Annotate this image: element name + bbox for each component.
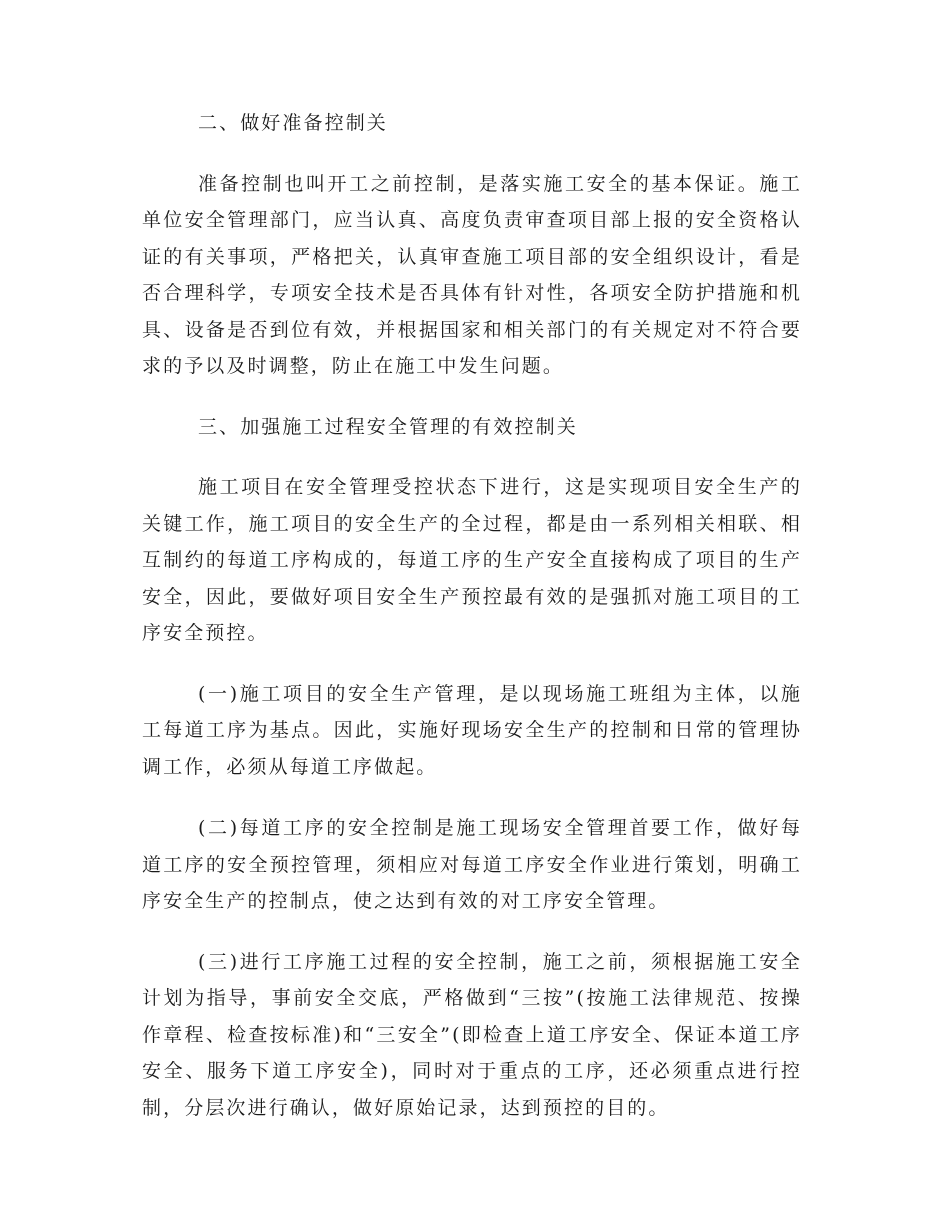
list-item-one: (一)施工项目的安全生产管理，是以现场施工班组为主体，以施工每道工序为基点。因此，实施好现场安全生产的控制和日常的管理协调工作，必须从每道工序做起。 <box>142 682 802 778</box>
section-heading-process-control: 三、加强施工过程安全管理的有效控制关 <box>198 415 578 438</box>
paragraph-preparation-control: 准备控制也叫开工之前控制，是落实施工安全的基本保证。施工单位安全管理部门，应当认真、高度负责审查项目部上报的安全资格认证的有关事项，严格把关，认真审查施工项目部的安全组织设计，看是否合理科学，专项安全技术是否具体有针对性，各项安全防护措施和机具、设备是否到位有效，并根据国家和相关部门的有关规定对不符合要求的予以及时调整，防止在施工中发生问题。 <box>142 172 802 377</box>
paragraph-process-control: 施工项目在安全管理受控状态下进行，这是实现项目安全生产的关键工作，施工项目的安全生产的全过程，都是由一系列相关相联、相互制约的每道工序构成的，每道工序的生产安全直接构成了项目的生产安全，因此，要做好项目安全生产预控最有效的是强抓对施工项目的工序安全预控。 <box>142 476 802 644</box>
list-item-three: (三)进行工序施工过程的安全控制，施工之前，须根据施工安全计划为指导，事前安全交底，严格做到“三按”(按施工法律规范、按操作章程、检查按标准)和“三安全”(即检查上道工序安全、保证本道工序安全、服务下道工序安全)，同时对于重点的工序，还必须重点进行控制，分层次进行确认，做好原始记录，达到预控的目的。 <box>142 950 802 1119</box>
document-page <box>142 105 802 1126</box>
list-item-two: (二)每道工序的安全控制是施工现场安全管理首要工作，做好每道工序的安全预控管理，须相应对每道工序安全作业进行策划，明确工序安全生产的控制点，使之达到有效的对工序安全管理。 <box>142 817 802 912</box>
section-heading-preparation: 二、做好准备控制关 <box>198 112 388 134</box>
